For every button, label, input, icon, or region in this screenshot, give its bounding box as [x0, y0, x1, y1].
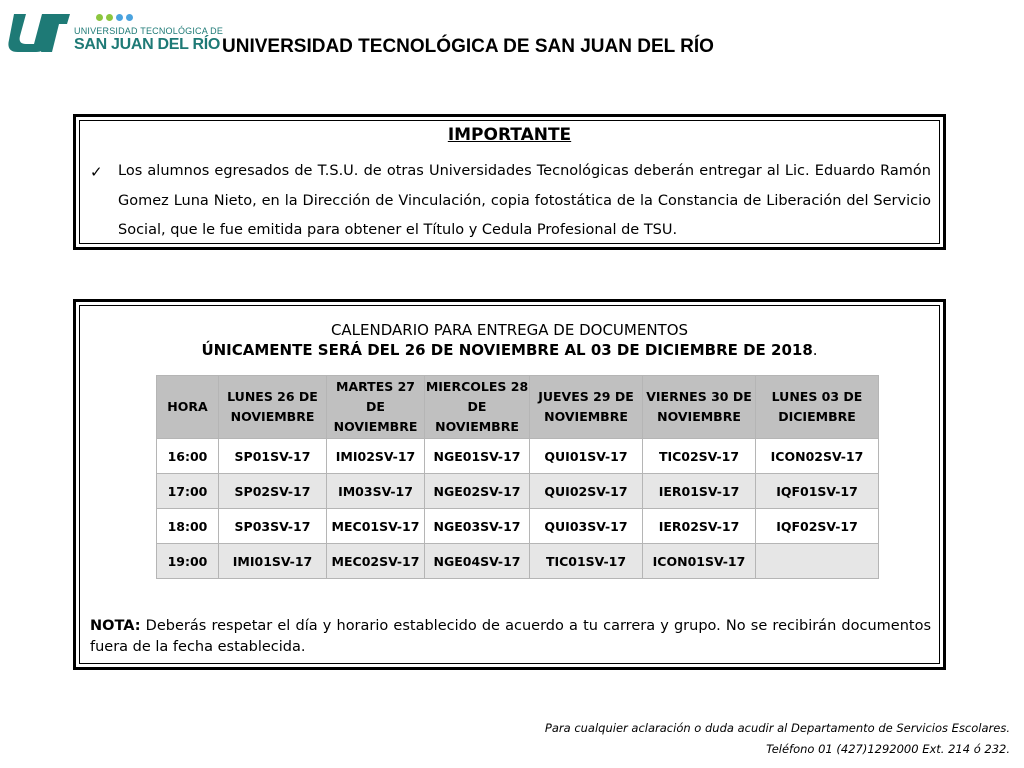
footer-contact-line: Para cualquier aclaración o duda acudir al Departamento de Servicios Escolares. — [544, 721, 1010, 735]
calendar-title-line2-end: . — [812, 341, 818, 359]
table-cell — [756, 544, 879, 579]
nota-text — [90, 616, 931, 658]
column-header-lunes-26: LUNES 26 DE NOVIEMBRE — [219, 376, 327, 439]
table-cell: MEC02SV-17 — [327, 544, 425, 579]
footer-phone-line: Teléfono 01 (427)1292000 Ext. 214 ó 232. — [766, 742, 1010, 756]
table-cell: IM03SV-17 — [327, 474, 425, 509]
important-box — [73, 114, 946, 250]
table-cell: NGE02SV-17 — [425, 474, 530, 509]
university-logo — [8, 6, 224, 56]
logo-dots — [96, 14, 133, 21]
logo-dot — [126, 14, 133, 21]
table-cell: IMI02SV-17 — [327, 439, 425, 474]
table-header-row — [157, 376, 879, 439]
table-cell: NGE03SV-17 — [425, 509, 530, 544]
table-row — [157, 439, 879, 474]
calendar-title-line2-bold: ÚNICAMENTE SERÁ DEL 26 DE NOVIEMBRE AL 03 DE DICIEMBRE DE 2018 — [201, 341, 813, 359]
table-cell: QUI03SV-17 — [530, 509, 643, 544]
table-cell: QUI01SV-17 — [530, 439, 643, 474]
schedule-table — [156, 375, 879, 579]
table-row — [157, 509, 879, 544]
column-header-hora: HORA — [157, 376, 219, 439]
table-cell: ICON02SV-17 — [756, 439, 879, 474]
column-header-martes-27: MARTES 27 DE NOVIEMBRE — [327, 376, 425, 439]
column-header-viernes-30: VIERNES 30 DE NOVIEMBRE — [643, 376, 756, 439]
table-cell: IMI01SV-17 — [219, 544, 327, 579]
table-row — [157, 474, 879, 509]
important-title: IMPORTANTE — [447, 125, 572, 145]
table-cell: SP01SV-17 — [219, 439, 327, 474]
table-cell: IER01SV-17 — [643, 474, 756, 509]
table-cell: QUI02SV-17 — [530, 474, 643, 509]
table-cell: NGE01SV-17 — [425, 439, 530, 474]
nota-body: Deberás respetar el día y horario establecido de acuerdo a tu carrera y grupo. No se recibirán documentos fuera de la fecha establecida. — [90, 618, 931, 655]
table-cell: IQF02SV-17 — [756, 509, 879, 544]
page-title: UNIVERSIDAD TECNOLÓGICA DE SAN JUAN DEL RÍO — [222, 36, 714, 57]
table-cell: IQF01SV-17 — [756, 474, 879, 509]
calendar-box-inner — [79, 305, 940, 664]
table-cell: SP03SV-17 — [219, 509, 327, 544]
logo-dot — [106, 14, 113, 21]
important-text: Los alumnos egresados de T.S.U. de otras Universidades Tecnológicas deberán entregar al Lic. Eduardo Ramón Gomez Luna Nieto, en la Dirección de Vinculación, copia fotostática de la Constancia de Liberación del Servicio Social, que le fue emitida para obtener el Título y Cedula Profesional de TSU. — [118, 163, 931, 238]
check-icon: ✓ — [90, 163, 103, 181]
calendar-title-line1: CALENDARIO PARA ENTREGA DE DOCUMENTOS — [330, 321, 689, 339]
table-row — [157, 544, 879, 579]
logo-dot — [116, 14, 123, 21]
logo-big-text: SAN JUAN DEL RÍO — [74, 36, 221, 53]
table-cell: 17:00 — [157, 474, 219, 509]
column-header-lunes-03: LUNES 03 DE DICIEMBRE — [756, 376, 879, 439]
logo-dot — [96, 14, 103, 21]
table-cell: TIC02SV-17 — [643, 439, 756, 474]
table-cell: MEC01SV-17 — [327, 509, 425, 544]
calendar-title — [80, 320, 939, 360]
table-cell: IER02SV-17 — [643, 509, 756, 544]
important-box-inner — [79, 120, 940, 244]
table-cell: 18:00 — [157, 509, 219, 544]
table-cell: NGE04SV-17 — [425, 544, 530, 579]
table-cell: ICON01SV-17 — [643, 544, 756, 579]
calendar-title-line2 — [80, 340, 939, 360]
column-header-miercoles-28: MIERCOLES 28 DE NOVIEMBRE — [425, 376, 530, 439]
nota-label: NOTA: — [90, 618, 141, 634]
column-header-jueves-29: JUEVES 29 DE NOVIEMBRE — [530, 376, 643, 439]
calendar-box — [73, 299, 946, 670]
table-cell: 16:00 — [157, 439, 219, 474]
table-cell: SP02SV-17 — [219, 474, 327, 509]
table-cell: TIC01SV-17 — [530, 544, 643, 579]
logo-small-text: UNIVERSIDAD TECNOLÓGICA DE — [74, 26, 224, 36]
ut-logo-mark-icon — [8, 10, 70, 54]
table-cell: 19:00 — [157, 544, 219, 579]
